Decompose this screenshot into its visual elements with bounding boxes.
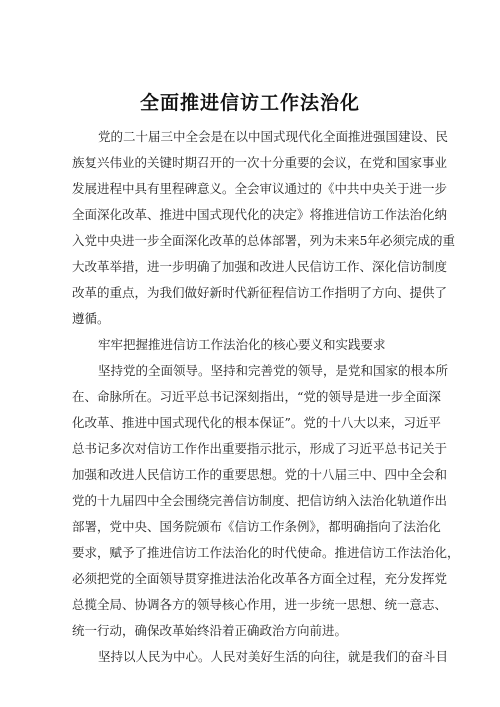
paragraph-line: 必须把党的全面领导贯穿推进法治化改革各方面全过程，充分发挥党 bbox=[72, 571, 448, 586]
document-title: 全面推进信访工作法治化 bbox=[139, 92, 360, 114]
paragraph-line: 坚持党的全面领导。坚持和完善党的领导，是党和国家的根本所 bbox=[98, 363, 449, 378]
paragraph-line: 化改革、推进中国式现代化的根本保证”。党的十八大以来，习近平 bbox=[72, 415, 441, 430]
paragraph-line: 在、命脉所在。习近平总书记深刻指出，“党的领导是进一步全面深 bbox=[72, 389, 441, 404]
paragraph-line: 坚持以人民为中心。人民对美好生活的向往，就是我们的奋斗目 bbox=[98, 649, 449, 664]
paragraph-line: 党的二十届三中全会是在以中国式现代化全面推进强国建设、民 bbox=[98, 129, 449, 144]
paragraph-line: 加强和改进人民信访工作的重要思想。党的十八届三中、四中全会和 bbox=[72, 467, 448, 482]
paragraph-line: 族复兴伟业的关键时期召开的一次十分重要的会议，在党和国家事业 bbox=[72, 155, 448, 170]
paragraph-line: 发展进程中具有里程碑意义。全会审议通过的《中共中央关于进一步 bbox=[72, 181, 448, 196]
paragraph-line: 总书记多次对信访工作作出重要指示批示，形成了习近平总书记关于 bbox=[72, 441, 448, 456]
paragraph-line: 党的十九届四中全会围绕完善信访制度、把信访纳入法治化轨道作出 bbox=[72, 493, 448, 508]
paragraph-line: 部署，党中央、国务院颁布《信访工作条例》，都明确指向了法治化 bbox=[72, 519, 441, 534]
paragraph-line: 统一行动，确保改革始终沿着正确政治方向前进。 bbox=[72, 623, 348, 638]
paragraph-line: 入党中央进一步全面深化改革的总体部署，列为未来5年必须完成的重 bbox=[72, 233, 455, 248]
section-heading: 牢牢把握推进信访工作法治化的核心要义和实践要求 bbox=[98, 337, 386, 352]
paragraph-line: 改革的重点，为我们做好新时代新征程信访工作指明了方向、提供了 bbox=[72, 285, 448, 300]
paragraph-line: 要求，赋予了推进信访工作法治化的时代使命。推进信访工作法治化， bbox=[72, 545, 460, 560]
paragraph-line: 遵循。 bbox=[72, 311, 110, 326]
paragraph-line: 大改革举措，进一步明确了加强和改进人民信访工作、深化信访制度 bbox=[72, 259, 448, 274]
paragraph-line: 全面深化改革、推进中国式现代化的决定》将推进信访工作法治化纳 bbox=[72, 207, 448, 222]
paragraph-line: 总揽全局、协调各方的领导核心作用，进一步统一思想、统一意志、 bbox=[72, 597, 448, 612]
